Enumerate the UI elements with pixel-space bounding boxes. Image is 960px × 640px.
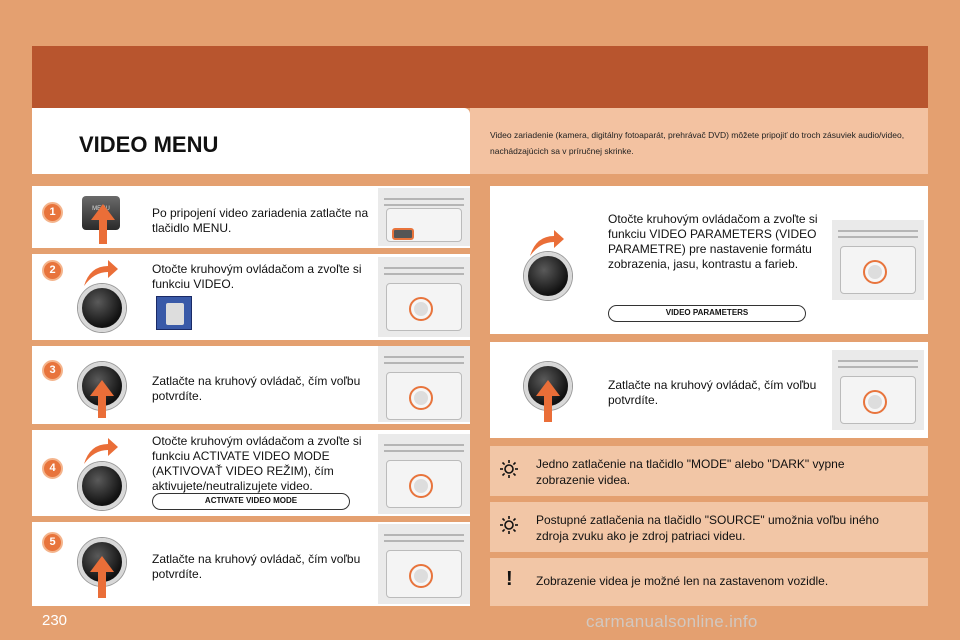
page-number: 230 xyxy=(42,612,68,629)
knob-highlight xyxy=(409,564,433,588)
watermark: carmanualsonline.info xyxy=(586,612,758,631)
header-band xyxy=(32,46,928,108)
push-arrow-icon xyxy=(90,556,114,572)
rotary-knob-icon xyxy=(524,252,572,300)
step-text: Otočte kruhovým ovládačom a zvoľte si funkciu ACTIVATE VIDEO MODE (AKTIVOVAŤ VIDEO REŽIM), čím aktivujete/neutralizujete video. xyxy=(152,434,362,493)
radio-panel-icon xyxy=(378,434,470,514)
knob-highlight xyxy=(863,260,887,284)
knob-highlight xyxy=(409,386,433,410)
rotary-knob-icon xyxy=(78,462,126,510)
sun-tip-icon xyxy=(500,516,518,534)
step-text: Otočte kruhovým ovládačom a zvoľte si funkciu VIDEO. xyxy=(152,262,362,291)
rotary-knob-icon xyxy=(78,284,126,332)
tip-source-panel xyxy=(490,502,928,552)
exclamation-icon: ! xyxy=(506,568,513,590)
step-video-parameters-panel xyxy=(490,186,928,334)
radio-panel-icon xyxy=(832,220,924,300)
step-4-panel xyxy=(32,430,470,516)
push-arrow-icon xyxy=(90,380,114,396)
tip-text: Zobrazenie videa je možné len na zastavenom vozidle. xyxy=(536,574,829,588)
step-1-panel xyxy=(32,186,470,248)
tip-text: Postupné zatlačenia na tlačidlo "SOURCE" umožnia voľbu iného zdroja zvuku ako je zdroj patriaci videu. xyxy=(536,513,879,543)
step-text: Otočte kruhovým ovládačom a zvoľte si funkciu VIDEO PARAMETERS (VIDEO PARAMETRE) pre nastavenie formátu zobrazenia, jasu, kontrastu a farieb. xyxy=(608,212,818,271)
push-arrow-icon xyxy=(536,380,560,396)
radio-panel-icon xyxy=(378,524,470,604)
intro-box xyxy=(470,108,928,174)
video-parameters-pill: VIDEO PARAMETERS xyxy=(608,305,806,322)
step-number: 4 xyxy=(42,458,63,479)
push-arrow-stem xyxy=(544,392,552,422)
step-3-panel xyxy=(32,346,470,424)
push-arrow-icon xyxy=(91,204,115,220)
step-2-panel xyxy=(32,254,470,340)
step-number: 3 xyxy=(42,360,63,381)
title-box xyxy=(32,108,470,174)
knob-highlight xyxy=(409,474,433,498)
knob-highlight xyxy=(863,390,887,414)
tip-mode-panel xyxy=(490,446,928,496)
step-text: Zatlačte na kruhový ovládač, čím voľbu potvrdíte. xyxy=(152,552,361,581)
page-title: VIDEO MENU xyxy=(79,132,219,157)
step-number: 2 xyxy=(42,260,63,281)
step-text: Zatlačte na kruhový ovládač, čím voľbu potvrdíte. xyxy=(608,378,817,407)
radio-panel-icon xyxy=(378,257,470,337)
radio-panel-icon xyxy=(378,346,470,422)
activate-video-mode-pill: ACTIVATE VIDEO MODE xyxy=(152,493,350,510)
step-text: Zatlačte na kruhový ovládač, čím voľbu potvrdíte. xyxy=(152,374,361,403)
step-confirm-panel xyxy=(490,342,928,438)
menu-key-highlight xyxy=(392,228,414,240)
step-text: Po pripojení video zariadenia zatlačte na tlačidlo MENU. xyxy=(152,206,369,235)
intro-text: Video zariadenie (kamera, digitálny fotoaparát, prehrávač DVD) môžete pripojiť do troch zásuviek audio/video, nachádzajúcich sa v príručnej skrinke. xyxy=(490,130,905,156)
menu-button-label: MENU xyxy=(92,206,110,212)
step-5-panel xyxy=(32,522,470,606)
tip-text: Jedno zatlačenie na tlačidlo "MODE" alebo "DARK" vypne zobrazenie videa. xyxy=(536,457,845,487)
step-number: 1 xyxy=(42,202,63,223)
radio-panel-icon xyxy=(832,350,924,430)
push-arrow-stem xyxy=(98,568,106,598)
radio-panel-icon xyxy=(378,188,470,246)
sun-tip-icon xyxy=(500,460,518,478)
push-arrow-stem xyxy=(99,216,107,244)
step-number: 5 xyxy=(42,532,63,553)
tip-warning-panel xyxy=(490,558,928,606)
knob-highlight xyxy=(409,297,433,321)
video-device-icon xyxy=(156,296,192,330)
